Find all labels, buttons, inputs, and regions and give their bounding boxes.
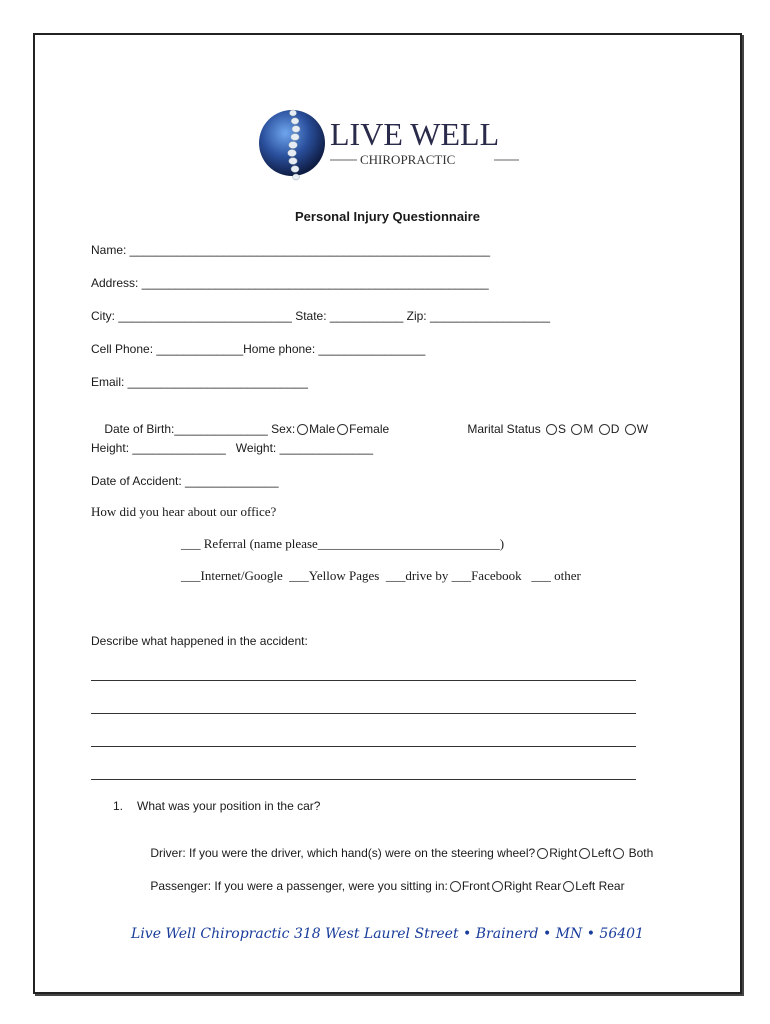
- driver-question: Driver: If you were the driver, which hand(s) were on the steering wheel?: [150, 846, 536, 860]
- marital-status-row: [454, 408, 648, 450]
- male-radio-icon[interactable]: [297, 424, 308, 435]
- right-rear-radio-icon[interactable]: [492, 881, 503, 892]
- passenger-question: Passenger: If you were a passenger, were you sitting in:: [150, 879, 448, 893]
- marital-m-radio-icon[interactable]: [571, 424, 582, 435]
- address-field[interactable]: Address: ____________________________________________________: [91, 276, 489, 290]
- right-rear-label: Right Rear: [503, 879, 562, 893]
- footer-address: Live Well Chiropractic 318 West Laurel Street • Brainerd • MN • 56401: [131, 926, 644, 942]
- right-hand-radio-icon[interactable]: [537, 848, 548, 859]
- right-hand-label: Right: [549, 846, 578, 860]
- dob-field[interactable]: Date of Birth:______________ Sex:: [104, 422, 296, 436]
- accident-date-field[interactable]: Date of Accident: ______________: [91, 474, 279, 488]
- male-label: Male: [309, 422, 336, 436]
- marital-d-radio-icon[interactable]: [599, 424, 610, 435]
- marital-label: Marital Status: [467, 422, 541, 436]
- left-hand-radio-icon[interactable]: [579, 848, 590, 859]
- left-rear-label: Left Rear: [575, 879, 625, 893]
- q1-text: What was your position in the car?: [137, 799, 321, 813]
- spine-sphere-logo-icon: [259, 105, 524, 185]
- name-field[interactable]: Name: ______________________________________________________: [91, 243, 491, 257]
- passenger-row: [137, 865, 625, 907]
- both-hands-label: Both: [628, 846, 654, 860]
- height-weight-field[interactable]: Height: ______________ Weight: ______________: [91, 441, 374, 455]
- marital-m-label: M: [583, 422, 594, 436]
- marital-s-label: S: [558, 422, 567, 436]
- describe-label: Describe what happened in the accident:: [91, 634, 308, 648]
- front-radio-icon[interactable]: [450, 881, 461, 892]
- marital-s-radio-icon[interactable]: [546, 424, 557, 435]
- marital-d-label: D: [610, 422, 620, 436]
- describe-line[interactable]: [91, 713, 636, 714]
- logo-sub: CHIROPRACTIC: [360, 152, 456, 167]
- referral-field[interactable]: ___ Referral (name please____________________________): [181, 536, 505, 551]
- logo-name: LIVE WELL: [330, 116, 500, 152]
- left-rear-radio-icon[interactable]: [563, 881, 574, 892]
- describe-line[interactable]: [91, 746, 636, 747]
- email-field[interactable]: Email: ___________________________: [91, 375, 308, 389]
- city-state-zip-field[interactable]: City: __________________________ State: ___________ Zip: __________________: [91, 309, 551, 323]
- both-hands-radio-icon[interactable]: [613, 848, 624, 859]
- female-radio-icon[interactable]: [337, 424, 348, 435]
- describe-line[interactable]: [91, 779, 636, 780]
- marital-w-label: W: [636, 422, 649, 436]
- questionnaire-page: [33, 33, 742, 994]
- q1-number: 1.: [113, 799, 124, 813]
- marital-w-radio-icon[interactable]: [625, 424, 636, 435]
- front-label: Front: [461, 879, 490, 893]
- sources-field[interactable]: ___Internet/Google ___Yellow Pages ___drive by ___Facebook ___ other: [181, 568, 581, 583]
- hear-question: How did you hear about our office?: [91, 504, 277, 519]
- phone-field[interactable]: Cell Phone: _____________Home phone: ________________: [91, 342, 426, 356]
- live-well-logo: [259, 105, 524, 185]
- describe-line[interactable]: [91, 680, 636, 681]
- left-hand-label: Left: [591, 846, 612, 860]
- female-label: Female: [349, 422, 390, 436]
- form-title: Personal Injury Questionnaire: [295, 209, 480, 224]
